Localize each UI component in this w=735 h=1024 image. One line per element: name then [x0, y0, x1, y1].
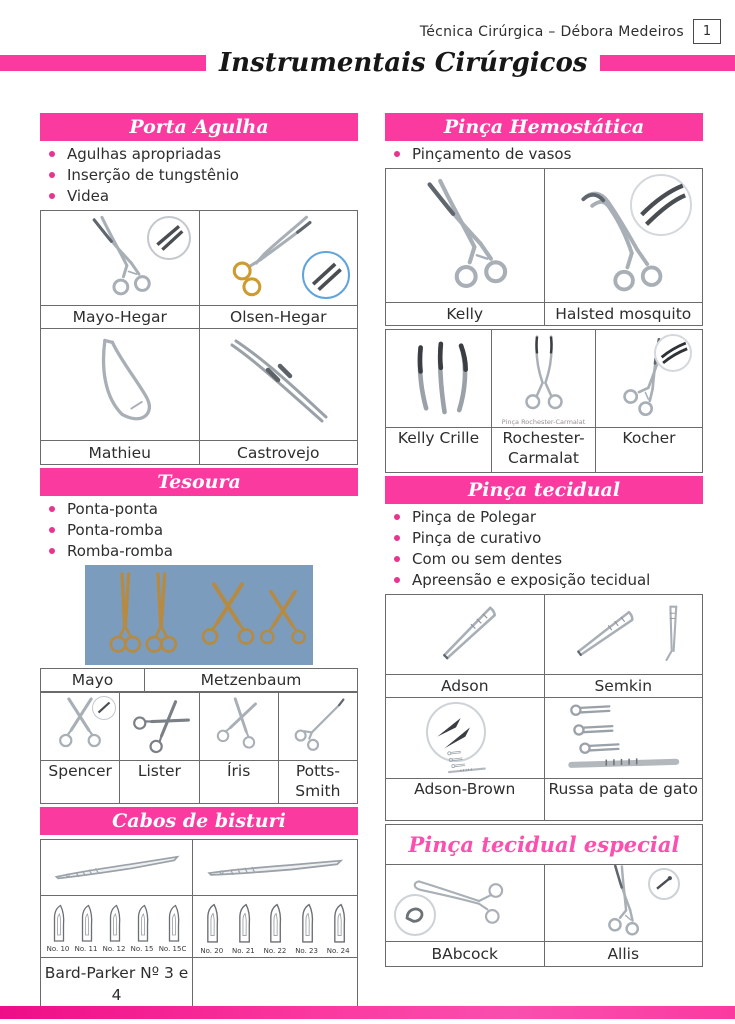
instrument-cell-castrovejo	[199, 329, 358, 441]
instrument-label: Rochester-Carmalat	[492, 428, 596, 473]
bullet-item: Apreensão e exposição tecidual	[385, 571, 703, 590]
section-header-hemostatica: Pinça Hemostática	[385, 113, 703, 141]
blade-figure: No. 12	[103, 902, 126, 953]
detail-inset-circle	[630, 174, 692, 236]
bullet-item: Inserção de tungstênio	[40, 166, 358, 185]
bullet-item: Pinça de curativo	[385, 529, 703, 548]
instrument-label: Kocher	[596, 428, 703, 473]
instrument-cell-adson-brown	[386, 698, 545, 779]
instrument-label: Kelly Crille	[386, 428, 492, 473]
instrument-cell-iris	[199, 693, 278, 761]
detail-inset-circle	[394, 894, 436, 936]
detail-inset-circle	[654, 334, 692, 372]
bullet-item: Romba-romba	[40, 542, 358, 561]
instrument-label: Mayo-Hegar	[41, 306, 200, 329]
bottom-accent-bar	[0, 1006, 735, 1019]
instrument-label: Mathieu	[41, 441, 200, 465]
blade-figure: No. 22	[264, 900, 287, 955]
bullet-item: Ponta-ponta	[40, 500, 358, 519]
instrument-label: Mayo	[41, 669, 145, 692]
bullet-item: Videa	[40, 187, 358, 206]
instrument-label: Allis	[544, 942, 703, 967]
instrument-label: Kelly	[386, 303, 545, 326]
empty-cell	[193, 958, 358, 1010]
instrument-label: Semkin	[544, 675, 703, 698]
tesoura-label-table	[40, 668, 358, 692]
instrument-cell-kocher	[596, 330, 703, 428]
section-header-porta-agulha: Porta Agulha	[40, 113, 358, 141]
hemostatica-table1	[385, 168, 703, 326]
course-title: Técnica Cirúrgica – Débora Medeiros	[419, 23, 684, 40]
blades-cell-left	[41, 896, 193, 958]
tesoura-bullets	[40, 500, 358, 561]
cabos-table	[40, 839, 358, 1010]
instrument-cell-olsen-hegar	[199, 211, 358, 306]
instrument-label: Castrovejo	[199, 441, 358, 465]
instrument-cell-semkin	[544, 595, 703, 675]
blade-figure: No. 23	[295, 900, 318, 955]
cabos-caption: Bard-Parker Nº 3 e 4	[41, 958, 193, 1010]
left-column	[40, 113, 358, 1013]
section-header-tesoura: Tesoura	[40, 468, 358, 496]
instrument-label: Spencer	[41, 761, 120, 804]
blade-figure: No. 11	[75, 902, 98, 953]
instrument-cell-adson	[386, 595, 545, 675]
instrument-cell-potts-smith	[278, 693, 357, 761]
bullet-item: Pinça de Polegar	[385, 508, 703, 527]
blade-figure: No. 15C	[159, 902, 187, 953]
instrument-label: Metzenbaum	[145, 669, 358, 692]
instrument-cell-halsted	[544, 169, 703, 303]
bullet-item: Ponta-romba	[40, 521, 358, 540]
instrument-cell-russa	[544, 698, 703, 779]
instrument-label: Russa pata de gato	[544, 779, 703, 821]
instrument-cell-mayo-hegar	[41, 211, 200, 306]
page-number-box: 1	[693, 19, 721, 44]
scalpel-handle-4-cell	[193, 840, 358, 896]
especial-table	[385, 824, 703, 967]
hemostatica-table2	[385, 329, 703, 473]
detail-inset-circle	[147, 216, 191, 260]
title-band	[0, 50, 735, 76]
detail-inset-circle	[648, 868, 680, 900]
bullet-item: Com ou sem dentes	[385, 550, 703, 569]
image-caption: Pinça Rochester-Carmalat	[501, 418, 586, 426]
blade-figure: No. 21	[232, 900, 255, 955]
section-header-cabos: Cabos de bisturi	[40, 807, 358, 835]
scissors-photo	[85, 565, 313, 665]
instrument-label: Adson-Brown	[386, 779, 545, 821]
tecidual-bullets	[385, 508, 703, 590]
blade-figure: No. 10	[47, 902, 70, 953]
detail-inset-circle	[92, 696, 116, 720]
hemostatica-bullets	[385, 145, 703, 164]
instrument-cell-mathieu	[41, 329, 200, 441]
blades-cell-right	[193, 896, 358, 958]
tecidual-table	[385, 594, 703, 821]
bullet-item: Agulhas apropriadas	[40, 145, 358, 164]
instrument-label: Íris	[199, 761, 278, 804]
blade-figure: No. 24	[327, 900, 350, 955]
detail-inset-circle-blue	[302, 251, 350, 299]
instrument-cell-lister	[120, 693, 199, 761]
instrument-cell-allis	[544, 865, 703, 942]
page-title: Instrumentais Cirúrgicos	[219, 48, 588, 78]
title-bar-left	[0, 55, 206, 71]
instrument-cell-spencer	[41, 693, 120, 761]
porta-agulha-table	[40, 210, 358, 465]
instrument-cell-babcock	[386, 865, 545, 942]
instrument-label: Halsted mosquito	[544, 303, 703, 326]
instrument-label: BAbcock	[386, 942, 545, 967]
instrument-label: Adson	[386, 675, 545, 698]
right-column	[385, 113, 703, 970]
tesoura-types-table	[40, 692, 358, 804]
bullet-item: Pinçamento de vasos	[385, 145, 703, 164]
instrument-cell-rochester	[492, 330, 596, 428]
instrument-label: Lister	[120, 761, 199, 804]
instrument-cell-kelly	[386, 169, 545, 303]
instrument-label: Olsen-Hegar	[199, 306, 358, 329]
instrument-label: Potts-Smith	[278, 761, 357, 804]
blade-figure: No. 20	[200, 900, 223, 955]
porta-agulha-bullets	[40, 145, 358, 206]
instrument-cell-kelly-crille	[386, 330, 492, 428]
title-bar-right	[600, 55, 735, 71]
page-header	[420, 19, 721, 44]
blade-figure: No. 15	[131, 902, 154, 953]
scalpel-handle-3-cell	[41, 840, 193, 896]
section-header-tecidual: Pinça tecidual	[385, 476, 703, 504]
section-header-especial: Pinça tecidual especial	[386, 825, 703, 865]
